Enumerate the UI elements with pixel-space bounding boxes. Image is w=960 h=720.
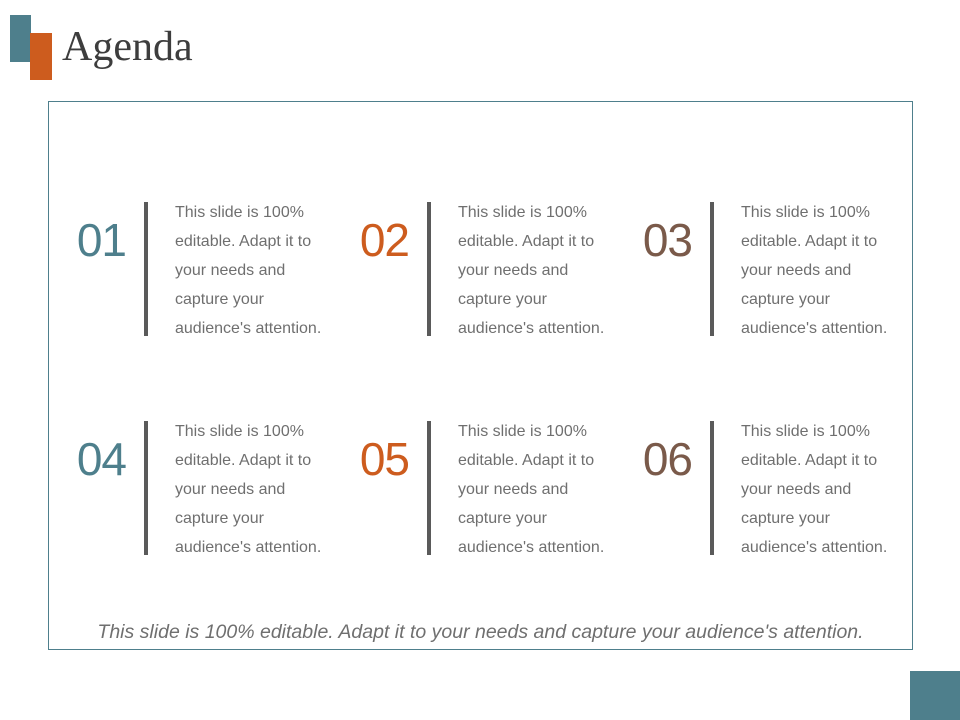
agenda-item-divider — [427, 202, 431, 336]
agenda-item-number: 06 — [642, 433, 692, 485]
agenda-item-03 — [630, 202, 900, 342]
agenda-item-divider — [710, 421, 714, 555]
agenda-item-01 — [64, 202, 334, 342]
agenda-item-text: This slide is 100% editable. Adapt it to your needs and capture your audience's attention. — [458, 423, 605, 556]
agenda-item-number: 02 — [359, 214, 409, 266]
agenda-item-number: 01 — [76, 214, 126, 266]
decorative-orange-block-top — [30, 33, 52, 80]
agenda-item-divider — [427, 421, 431, 555]
agenda-item-text: This slide is 100% editable. Adapt it to your needs and capture your audience's attention. — [175, 204, 322, 337]
agenda-item-06 — [630, 421, 900, 561]
decorative-teal-block-top — [10, 15, 31, 62]
agenda-item-04 — [64, 421, 334, 561]
agenda-item-text: This slide is 100% editable. Adapt it to your needs and capture your audience's attention. — [175, 423, 322, 556]
agenda-item-05 — [347, 421, 617, 561]
decorative-teal-block-bottom — [910, 671, 960, 720]
slide-title: Agenda — [62, 24, 193, 70]
agenda-item-text: This slide is 100% editable. Adapt it to your needs and capture your audience's attention. — [741, 423, 888, 556]
agenda-item-divider — [710, 202, 714, 336]
agenda-item-02 — [347, 202, 617, 342]
agenda-item-number: 04 — [76, 433, 126, 485]
agenda-content-box — [48, 101, 913, 650]
agenda-item-number: 05 — [359, 433, 409, 485]
agenda-item-divider — [144, 202, 148, 336]
agenda-item-text: This slide is 100% editable. Adapt it to your needs and capture your audience's attention. — [458, 204, 605, 337]
agenda-item-text: This slide is 100% editable. Adapt it to your needs and capture your audience's attention. — [741, 204, 888, 337]
agenda-item-number: 03 — [642, 214, 692, 266]
agenda-item-divider — [144, 421, 148, 555]
footer-caption: This slide is 100% editable. Adapt it to your needs and capture your audience's attention. — [97, 621, 864, 643]
